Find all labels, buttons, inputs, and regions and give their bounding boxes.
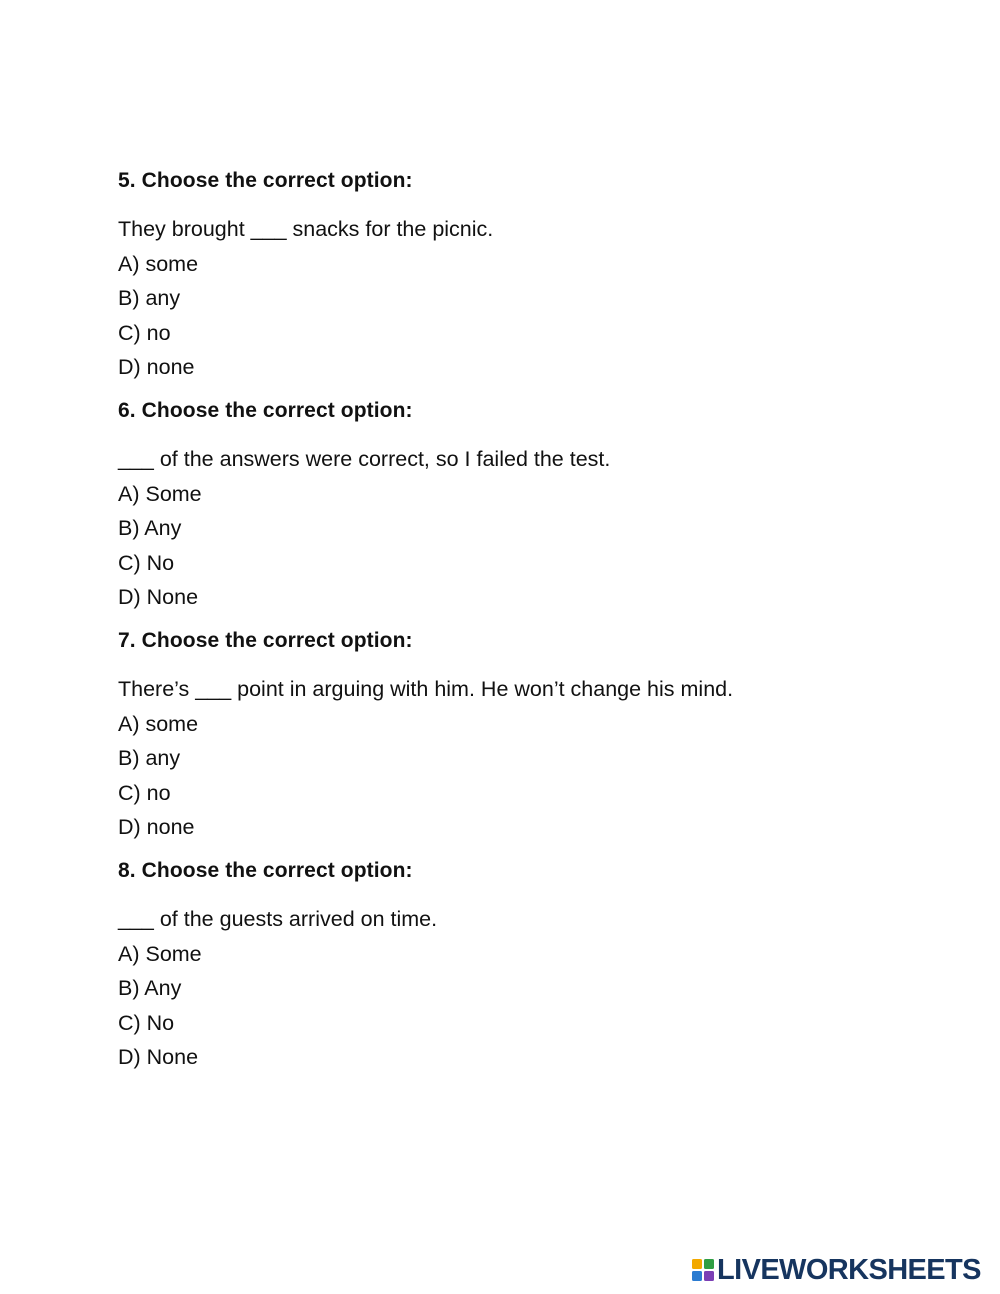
option-a: A) Some bbox=[118, 941, 202, 966]
option-list bbox=[118, 708, 938, 844]
option-b: B) any bbox=[118, 286, 181, 310]
question-prompt: ___ of the guests arrived on time. bbox=[118, 907, 438, 931]
option-a: A) some bbox=[118, 711, 199, 736]
question-prompt: They brought ___ snacks for the picnic. bbox=[118, 217, 494, 241]
option-d: D) none bbox=[118, 815, 195, 839]
option-c: C) no bbox=[118, 320, 171, 345]
question-5 bbox=[118, 166, 938, 383]
option-d: D) none bbox=[118, 355, 195, 379]
question-8 bbox=[118, 856, 938, 1073]
option-a: A) Some bbox=[118, 481, 202, 506]
question-heading: 5. Choose the correct option: bbox=[118, 169, 413, 192]
question-heading: 8. Choose the correct option: bbox=[118, 859, 413, 882]
question-heading: 6. Choose the correct option: bbox=[118, 399, 413, 422]
option-b: B) Any bbox=[118, 516, 182, 540]
option-c: C) no bbox=[118, 780, 171, 805]
option-c: C) No bbox=[118, 1010, 175, 1035]
liveworksheets-branding bbox=[692, 1253, 981, 1287]
question-heading: 7. Choose the correct option: bbox=[118, 629, 413, 652]
question-6 bbox=[118, 396, 938, 613]
liveworksheets-logo-icon bbox=[692, 1259, 714, 1281]
brand-wordmark: LIVEWORKSHEETS bbox=[717, 1254, 981, 1286]
option-list bbox=[118, 938, 938, 1074]
question-7 bbox=[118, 626, 938, 843]
option-list bbox=[118, 248, 938, 384]
option-list bbox=[118, 478, 938, 614]
option-a: A) some bbox=[118, 251, 199, 276]
option-c: C) No bbox=[118, 550, 175, 575]
question-prompt: ___ of the answers were correct, so I failed the test. bbox=[118, 447, 611, 471]
option-d: D) None bbox=[118, 1045, 199, 1069]
option-b: B) any bbox=[118, 746, 181, 770]
option-b: B) Any bbox=[118, 976, 182, 1000]
question-prompt: There’s ___ point in arguing with him. He won’t change his mind. bbox=[118, 677, 734, 701]
option-d: D) None bbox=[118, 585, 199, 609]
worksheet-page bbox=[118, 166, 938, 1076]
